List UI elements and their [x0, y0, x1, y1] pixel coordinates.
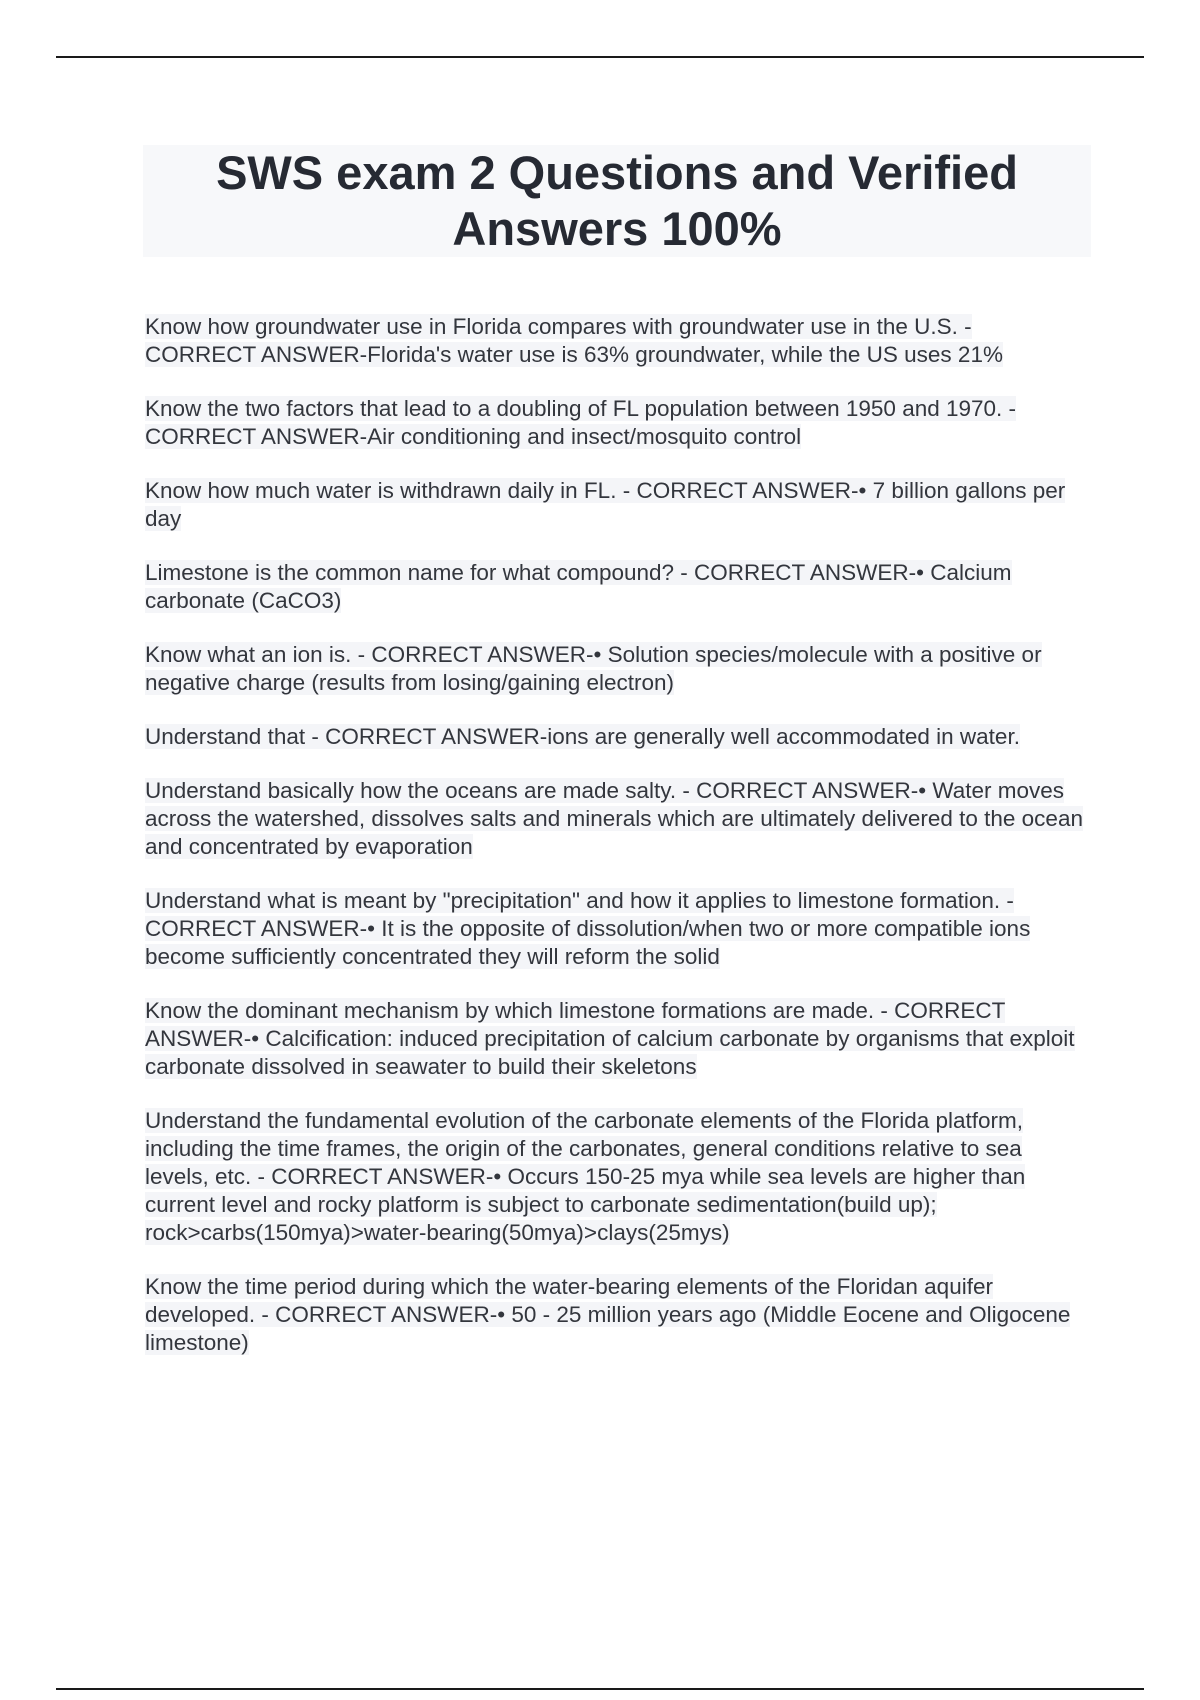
qa-item-text: Understand that - CORRECT ANSWER-ions are generally well accommodated in water. — [145, 724, 1020, 749]
qa-item-text: Know how groundwater use in Florida compares with groundwater use in the U.S. - CORRECT ANSWER-Florida's water use is 63% groundwater, while the US uses 21% — [145, 314, 1003, 367]
title-banner — [143, 145, 1091, 257]
qa-item — [145, 1273, 1089, 1357]
qa-item-text: Understand basically how the oceans are made salty. - CORRECT ANSWER-• Water moves across the watershed, dissolves salts and minerals which are ultimately delivered to the ocean and concentrated by evaporation — [145, 778, 1083, 859]
qa-item — [145, 641, 1089, 697]
qa-item — [145, 313, 1089, 369]
qa-item-text: Know how much water is withdrawn daily in FL. - CORRECT ANSWER-• 7 billion gallons per day — [145, 478, 1066, 531]
qa-item-text: Know the time period during which the water-bearing elements of the Floridan aquifer developed. - CORRECT ANSWER-• 50 - 25 million years ago (Middle Eocene and Oligocene limestone) — [145, 1274, 1071, 1355]
qa-item-text: Limestone is the common name for what compound? - CORRECT ANSWER-• Calcium carbonate (CaCO3) — [145, 560, 1012, 613]
qa-item — [145, 477, 1089, 533]
qa-item-text: Know what an ion is. - CORRECT ANSWER-• Solution species/molecule with a positive or negative charge (results from losing/gaining electron) — [145, 642, 1042, 695]
qa-item — [145, 887, 1089, 971]
qa-list — [145, 313, 1089, 1383]
qa-item-text: Know the two factors that lead to a doubling of FL population between 1950 and 1970. - CORRECT ANSWER-Air conditioning and insect/mosquito control — [145, 396, 1017, 449]
qa-item — [145, 997, 1089, 1081]
bottom-divider — [56, 1688, 1144, 1690]
qa-item — [145, 559, 1089, 615]
qa-item — [145, 395, 1089, 451]
qa-item — [145, 723, 1089, 751]
document-title: SWS exam 2 Questions and Verified Answers 100% — [216, 146, 1018, 255]
qa-item-text: Know the dominant mechanism by which limestone formations are made. - CORRECT ANSWER-• Calcification: induced precipitation of calcium carbonate by organisms that exploit carbonate dissolved in seawater to build their skeletons — [145, 998, 1075, 1079]
qa-item-text: Understand what is meant by "precipitation" and how it applies to limestone formation. - CORRECT ANSWER-• It is the opposite of dissolution/when two or more compatible ions become sufficiently concentrated they will reform the solid — [145, 888, 1031, 969]
qa-item — [145, 777, 1089, 861]
qa-item — [145, 1107, 1089, 1247]
qa-item-text: Understand the fundamental evolution of the carbonate elements of the Florida platform, including the time frames, the origin of the carbonates, general conditions relative to sea levels, etc. - CORRECT ANSWER-• Occurs 150-25 mya while sea levels are higher than current level and rocky platform is subject to carbonate sedimentation(build up); rock>carbs(150mya)>water-bearing(50mya)>clays(25mys) — [145, 1108, 1026, 1245]
top-divider — [56, 56, 1144, 58]
